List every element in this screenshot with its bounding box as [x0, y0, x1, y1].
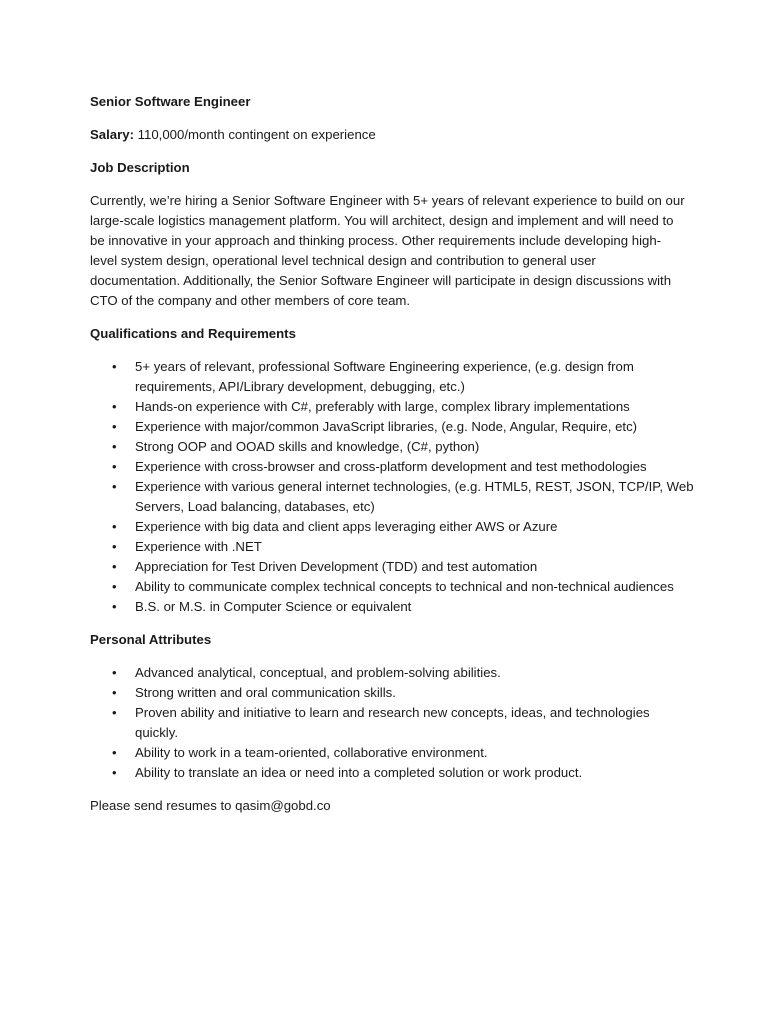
bullet-icon: • — [112, 359, 117, 374]
list-item — [90, 663, 695, 683]
list-item-text: Hands-on experience with C#, preferably with large, complex library implementations — [135, 399, 630, 414]
list-item — [90, 557, 695, 577]
list-item-text: Experience with major/common JavaScript libraries, (e.g. Node, Angular, Require, etc) — [135, 419, 638, 434]
list-item — [90, 517, 695, 537]
bullet-icon: • — [112, 765, 117, 780]
list-item — [90, 437, 695, 457]
list-item — [90, 577, 695, 597]
bullet-icon: • — [112, 559, 117, 574]
personal-attributes-list — [90, 663, 690, 783]
bullet-icon: • — [112, 459, 117, 474]
list-item — [90, 477, 695, 517]
list-item-text: Experience with .NET — [135, 539, 262, 554]
salary-label: Salary: — [90, 127, 134, 142]
personal-attributes-heading: Personal Attributes — [90, 632, 212, 647]
bullet-icon: • — [112, 539, 117, 554]
list-item-text: Strong written and oral communication skills. — [135, 685, 396, 700]
list-item-text: 5+ years of relevant, professional Software Engineering experience, (e.g. design from requirements, API/Library development, debugging, etc.) — [135, 359, 634, 394]
list-item — [90, 763, 695, 783]
bullet-icon: • — [112, 685, 117, 700]
job-description-text: Currently, we’re hiring a Senior Software Engineer with 5+ years of relevant experience to build on our large-scale logistics management platform. You will architect, design and implement and will need to be innovative in your approach and thinking process. Other requirements include developing high-level system design, operational level technical design and contribution to general user documentation. Additionally, the Senior Software Engineer will participate in design discussions with CTO of the company and other members of core team. — [90, 193, 685, 308]
bullet-icon: • — [112, 419, 117, 434]
list-item — [90, 357, 695, 397]
list-item-text: B.S. or M.S. in Computer Science or equivalent — [135, 599, 412, 614]
bullet-icon: • — [112, 399, 117, 414]
bullet-icon: • — [112, 665, 117, 680]
list-item — [90, 537, 695, 557]
list-item — [90, 457, 695, 477]
list-item — [90, 397, 695, 417]
list-item-text: Strong OOP and OOAD skills and knowledge, (C#, python) — [135, 439, 480, 454]
bullet-icon: • — [112, 745, 117, 760]
bullet-icon: • — [112, 479, 117, 494]
document-page — [90, 92, 694, 816]
list-item-text: Experience with various general internet technologies, (e.g. HTML5, REST, JSON, TCP/IP, Web Servers, Load balancing, databases, etc) — [135, 479, 694, 514]
qualifications-list — [90, 357, 694, 617]
bullet-icon: • — [112, 599, 117, 614]
list-item-text: Ability to communicate complex technical concepts to technical and non-technical audiences — [135, 579, 674, 594]
list-item — [90, 703, 695, 743]
list-item — [90, 683, 695, 703]
list-item-text: Proven ability and initiative to learn and research new concepts, ideas, and technologies quickly. — [135, 705, 650, 740]
job-description-heading: Job Description — [90, 160, 190, 175]
bullet-icon: • — [112, 705, 117, 720]
bullet-icon: • — [112, 579, 117, 594]
list-item — [90, 597, 695, 617]
list-item-text: Ability to translate an idea or need into a completed solution or work product. — [135, 765, 583, 780]
job-title: Senior Software Engineer — [90, 94, 251, 109]
bullet-icon: • — [112, 439, 117, 454]
list-item-text: Advanced analytical, conceptual, and problem-solving abilities. — [135, 665, 501, 680]
list-item-text: Experience with big data and client apps leveraging either AWS or Azure — [135, 519, 558, 534]
list-item — [90, 417, 695, 437]
salary-value: 110,000/month contingent on experience — [134, 127, 376, 142]
salary-line — [90, 125, 690, 145]
qualifications-heading: Qualifications and Requirements — [90, 326, 296, 341]
list-item — [90, 743, 695, 763]
list-item-text: Ability to work in a team-oriented, collaborative environment. — [135, 745, 488, 760]
list-item-text: Experience with cross-browser and cross-platform development and test methodologies — [135, 459, 647, 474]
contact-line: Please send resumes to qasim@gobd.co — [90, 798, 331, 813]
list-item-text: Appreciation for Test Driven Development (TDD) and test automation — [135, 559, 538, 574]
bullet-icon: • — [112, 519, 117, 534]
